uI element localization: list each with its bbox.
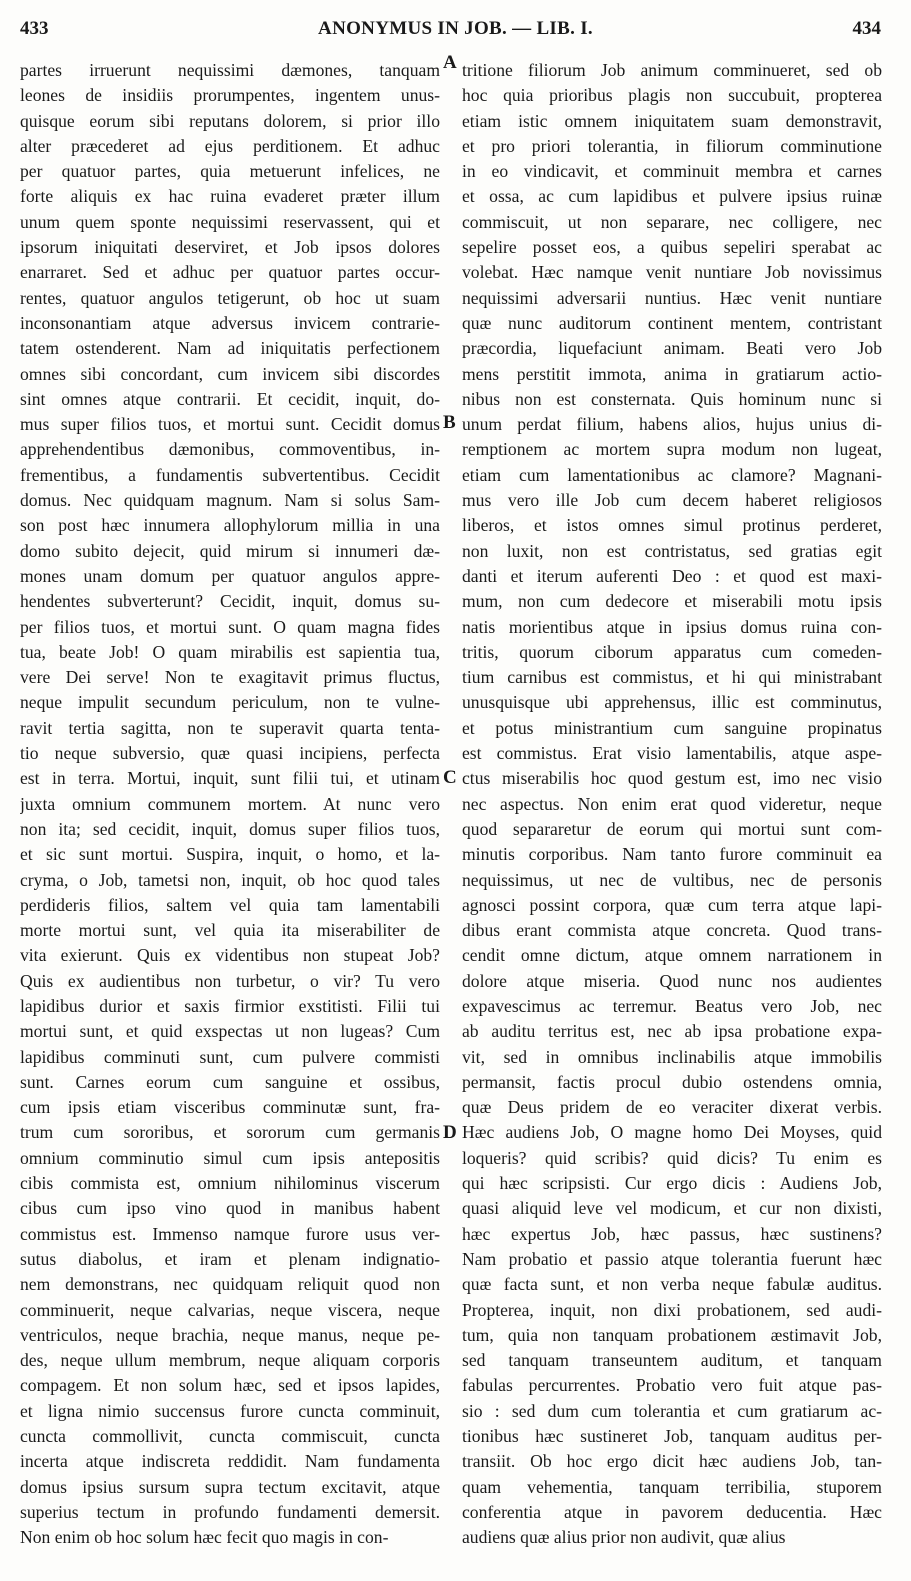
left-column-line: Quis ex audientibus non turbetur, o vir? Tu vero — [20, 970, 440, 991]
left-column-line: cibis commista est, omnium nihilominus viscerum — [20, 1173, 440, 1194]
right-column-line: ab auditu territus est, nec ab ipsa probatione expa- — [462, 1021, 882, 1042]
right-column-line: Hæc audiens Job, O magne homo Dei Moyses, quid — [462, 1122, 882, 1143]
right-column-line: tium carnibus est commistus, et hi qui ministrabant — [462, 667, 882, 688]
left-column-line: superius tectum in profundo fundamenti demersit. — [20, 1501, 440, 1522]
left-column-line: ipsorum iniquitati deserviret, et Job ipsos dolores — [20, 237, 440, 258]
left-column-line: cum ipsis etiam visceribus comminutæ sunt, fra- — [20, 1097, 440, 1118]
right-column-line: ctus miserabilis hoc quod gestum est, imo nec visio — [462, 768, 882, 789]
right-column-line: nibus non est consternata. Quis hominum nunc si — [462, 388, 882, 409]
left-column-line: vita exierunt. Quis ex videntibus non stupeat Job? — [20, 945, 440, 966]
left-column-line: omnium comminutio simul cum ipsis antepositis — [20, 1147, 440, 1168]
left-column-line: per filios tuos, et mortui sunt. O quam magna fides — [20, 616, 440, 637]
right-column-line: vit, sed in omnibus inclinabilis atque immobilis — [462, 1046, 882, 1067]
right-column-line: permansit, factis procul dubio ostendens omnia, — [462, 1071, 882, 1092]
right-column-line: quæ Deus pridem de eo veraciter dixerat verbis. — [462, 1097, 882, 1118]
left-column-line: est in terra. Mortui, inquit, sunt filii tui, et utinam — [20, 768, 440, 789]
right-column-line: hæc expertus Job, hæc passus, hæc sustinens? — [462, 1223, 882, 1244]
left-column-line: morte mortui sunt, vel quia ita miserabiliter de — [20, 920, 440, 941]
left-column-line: domus. Nec quidquam magnum. Nam si solus Sam- — [20, 490, 440, 511]
right-column — [462, 58, 882, 1551]
right-column-line: qui hæc scripsisti. Cur ergo dicis : Audiens Job, — [462, 1173, 882, 1194]
right-column-line: dibus erant commista atque concreta. Quod trans- — [462, 920, 882, 941]
right-column-line: et ossa, ac cum lapidibus et pulvere ipsius ruinæ — [462, 186, 882, 207]
right-column-line: commiscuit, ut non separare, nec colligere, nec — [462, 211, 882, 232]
section-marker-a: A — [443, 52, 457, 73]
left-column-line: et sic sunt mortui. Suspira, inquit, o homo, et la- — [20, 844, 440, 865]
left-column-line: alter præcederet ad ejus perditionem. Et adhuc — [20, 135, 440, 156]
right-column-line: sepelire posset eos, a quibus sepeliri sperabat ac — [462, 237, 882, 258]
right-column-line: tionibus hæc sustineret Job, tanquam auditus per- — [462, 1426, 882, 1447]
left-column-line: compagem. Et non solum hæc, sed et ipsos lapides, — [20, 1375, 440, 1396]
left-column-line: per quatuor partes, quia metuerunt infelices, ne — [20, 161, 440, 182]
right-column-line: quam vehementia, tanquam terribilia, stuporem — [462, 1476, 882, 1497]
right-page-number: 434 — [852, 18, 881, 39]
right-column-line: nequissimus, ut nec de vultibus, nec de personis — [462, 869, 882, 890]
right-column-line: cendit omne dictum, atque omnem narrationem in — [462, 945, 882, 966]
right-column-line: Propterea, inquit, non dixi probationem, sed audi- — [462, 1299, 882, 1320]
right-column-line: transiit. Ob hoc ergo dicit hæc audiens Job, tan- — [462, 1451, 882, 1472]
right-column-line: nequissimi adversarii nuntius. Hæc venit nuntiare — [462, 287, 882, 308]
right-column-line: remptionem ac mortem supra modum non lugeat, — [462, 439, 882, 460]
right-column-line: agnosci possint corpora, quæ cum terra atque lapi- — [462, 894, 882, 915]
left-column-line: sunt. Carnes eorum cum sanguine et ossibus, — [20, 1071, 440, 1092]
right-column-line: unusquisque ubi apprehensus, illic est comminutus, — [462, 692, 882, 713]
left-column — [20, 58, 440, 1551]
right-column-line: conferentia atque in pavorem deducentia. Hæc — [462, 1501, 882, 1522]
left-column-line: des, neque ullum membrum, neque aliquam corporis — [20, 1350, 440, 1371]
right-column-line: tritione filiorum Job animum comminueret, sed ob — [462, 60, 882, 80]
right-column-line: quæ nunc auditorum continent mentem, contristant — [462, 312, 882, 333]
right-column-line: unum perdat filium, habens alios, hujus unius di- — [462, 414, 882, 435]
left-column-line: commistus est. Immenso namque furore usus ver- — [20, 1223, 440, 1244]
left-column-line: Non enim ob hoc solum hæc fecit quo magis in con- — [20, 1527, 389, 1548]
section-marker-d: D — [443, 1122, 457, 1143]
right-column-line: fabulas percurrentes. Probatio vero fuit atque pas- — [462, 1375, 882, 1396]
right-column-line: danti et iterum auferenti Deo : et quod est maxi- — [462, 565, 882, 586]
right-column-line: et potus ministrantium cum sanguine propinatus — [462, 717, 882, 738]
right-column-line: quasi aliquid leve vel modicum, et cur non dixisti, — [462, 1198, 882, 1219]
section-marker-b: B — [443, 412, 456, 433]
right-column-line: loqueris? quid scribis? quid dicis? Tu enim es — [462, 1147, 882, 1168]
left-column-line: partes irruerunt nequissimi dæmones, tanquam — [20, 60, 440, 80]
right-column-line: dolore atque miseria. Quod nunc nos audientes — [462, 970, 882, 991]
left-column-line: domus ipsius sursum supra tectum excitavit, atque — [20, 1476, 440, 1497]
left-column-line: ravit tertia sagitta, non te superavit quarta tenta- — [20, 717, 440, 738]
right-column-line: Nam probatio et passio atque tolerantia fuerunt hæc — [462, 1248, 882, 1269]
left-column-line: juxta omnium communem mortem. At nunc vero — [20, 793, 440, 814]
left-column-line: neque impulit secundum periculum, non te vulne- — [20, 692, 440, 713]
right-column-line: tum, quia non tanquam probationem æstimavit Job, — [462, 1324, 882, 1345]
right-column-line: hoc quia prioribus plagis non succubuit, propterea — [462, 85, 882, 106]
left-column-line: sint omnes atque contrarii. Et cecidit, inquit, do- — [20, 388, 440, 409]
running-title: ANONYMUS IN JOB. — LIB. I. — [318, 18, 593, 39]
left-column-line: et ligna nimio succensus furore cuncta comminuit, — [20, 1400, 440, 1421]
left-column-line: mones unam domum per quatuor angulos appre- — [20, 565, 440, 586]
left-column-line: omnes sibi concordant, cum invicem sibi discordes — [20, 363, 440, 384]
left-column-line: frementibus, a fundamentis subvertentibus. Cecidit — [20, 464, 440, 485]
left-column-line: lapidibus durior et saxis firmior exstitisti. Filii tui — [20, 995, 440, 1016]
left-column-line: son post hæc innumera allophylorum millia in una — [20, 515, 440, 536]
right-column-line: minutis corporibus. Nam tanto furore comminuit ea — [462, 844, 882, 865]
left-column-line: tio neque subversio, quæ quasi incipiens, perfecta — [20, 743, 440, 764]
left-column-line: trum cum sororibus, et sororum cum germanis — [20, 1122, 440, 1143]
right-column-line: mus vero ille Job cum decem haberet religiosos — [462, 490, 882, 511]
right-column-line: non luxit, non est contristatus, sed gratias egit — [462, 540, 882, 561]
left-column-line: sutus diabolus, et iram et plenam indignatio- — [20, 1248, 440, 1269]
right-column-line: liberos, et istos omnes simul protinus perderet, — [462, 515, 882, 536]
left-column-line: rentes, quatuor angulos tetigerunt, ob hoc ut suam — [20, 287, 440, 308]
left-column-line: incerta atque indiscreta reddidit. Nam fundamenta — [20, 1451, 440, 1472]
left-column-line: tua, beate Job! O quam mirabilis est sapientia tua, — [20, 641, 440, 662]
left-column-line: perdideris filios, saltem vel quia tam lamentabili — [20, 894, 440, 915]
left-column-line: cuncta commollivit, cuncta commiscuit, cuncta — [20, 1426, 440, 1447]
left-column-line: domo subito dejecit, quid mirum si innumeri dæ- — [20, 540, 440, 561]
running-header — [0, 12, 911, 42]
right-column-line: et pro priori tolerantia, in filiorum comminutione — [462, 135, 882, 156]
left-column-line: enarraret. Sed et adhuc per quatuor partes occur- — [20, 262, 440, 283]
left-column-line: tatem ostenderent. Nam ad iniquitatis perfectionem — [20, 338, 440, 359]
left-column-line: unum quem sponte nequissimi reservassent, qui et — [20, 211, 440, 232]
right-column-line: etiam istic omnem iniquitatem suam demonstravit, — [462, 110, 882, 131]
left-column-line: comminuerit, neque calvarias, neque viscera, neque — [20, 1299, 440, 1320]
left-column-line: mus super filios tuos, et mortui sunt. Cecidit domus — [20, 414, 440, 435]
right-column-line: audiens quæ alius prior non audivit, quæ alius — [462, 1527, 786, 1548]
left-column-line: vere Dei serve! Non te exagitavit primus fluctus, — [20, 667, 440, 688]
left-column-line: nem demonstrans, nec quidquam reliquit quod non — [20, 1274, 440, 1295]
right-column-line: est commistus. Erat visio lamentabilis, atque aspe- — [462, 743, 882, 764]
right-column-line: natis morientibus atque in ipsius domus ruina con- — [462, 616, 882, 637]
left-column-line: non ita; sed cecidit, inquit, domus super filios tuos, — [20, 818, 440, 839]
left-page-number: 433 — [20, 18, 49, 39]
right-column-line: nec aspectus. Non enim erat quod videretur, neque — [462, 793, 882, 814]
section-marker-c: C — [443, 767, 457, 788]
left-column-line: inconsonantiam atque adversus invicem contrarie- — [20, 312, 440, 333]
right-column-line: præcordia, liquefaciunt animam. Beati vero Job — [462, 338, 882, 359]
left-column-line: apprehendentibus dæmonibus, commoventibus, in- — [20, 439, 440, 460]
left-column-line: cryma, o Job, tametsi non, inquit, ob hoc quod tales — [20, 869, 440, 890]
left-column-line: ventriculos, neque brachia, neque manus, neque pe- — [20, 1324, 440, 1345]
right-column-line: mens perstitit immota, anima in gratiarum actio- — [462, 363, 882, 384]
left-column-line: mortui sunt, et quid exspectas ut non lugeas? Cum — [20, 1021, 440, 1042]
right-column-line: etiam cum lamentationibus ac clamore? Magnani- — [462, 464, 882, 485]
right-column-line: in eo vindicavit, et comminuit membra et carnes — [462, 161, 882, 182]
left-column-line: leones de insidiis prorumpentes, ingentem unus- — [20, 85, 440, 106]
right-column-line: quod separaretur de eorum qui mortui sunt com- — [462, 818, 882, 839]
left-column-line: hendentes subverterunt? Cecidit, inquit, domus su- — [20, 591, 440, 612]
left-column-line: lapidibus comminuti sunt, cum pulvere commisti — [20, 1046, 440, 1067]
right-column-line: mum, non cum dedecore et miserabili motu ipsis — [462, 591, 882, 612]
left-column-line: forte aliquis ex hac ruina evaderet præter illum — [20, 186, 440, 207]
right-column-line: sed tanquam transeuntem auditum, et tanquam — [462, 1350, 882, 1371]
left-column-line: cibus cum ipso vino quod in manibus habent — [20, 1198, 440, 1219]
right-column-line: sio : sed dum cum tolerantia et cum gratiarum ac- — [462, 1400, 882, 1421]
right-column-line: volebat. Hæc namque venit nuntiare Job novissimus — [462, 262, 882, 283]
right-column-line: tritis, quorum ciborum apparatus cum comeden- — [462, 641, 882, 662]
right-column-line: expavescimus ac terremur. Beatus vero Job, nec — [462, 995, 882, 1016]
right-column-line: quæ facta sunt, et non verba neque fabulæ auditus. — [462, 1274, 882, 1295]
left-column-line: quisque eorum sibi reputans dolorem, si prior illo — [20, 110, 440, 131]
